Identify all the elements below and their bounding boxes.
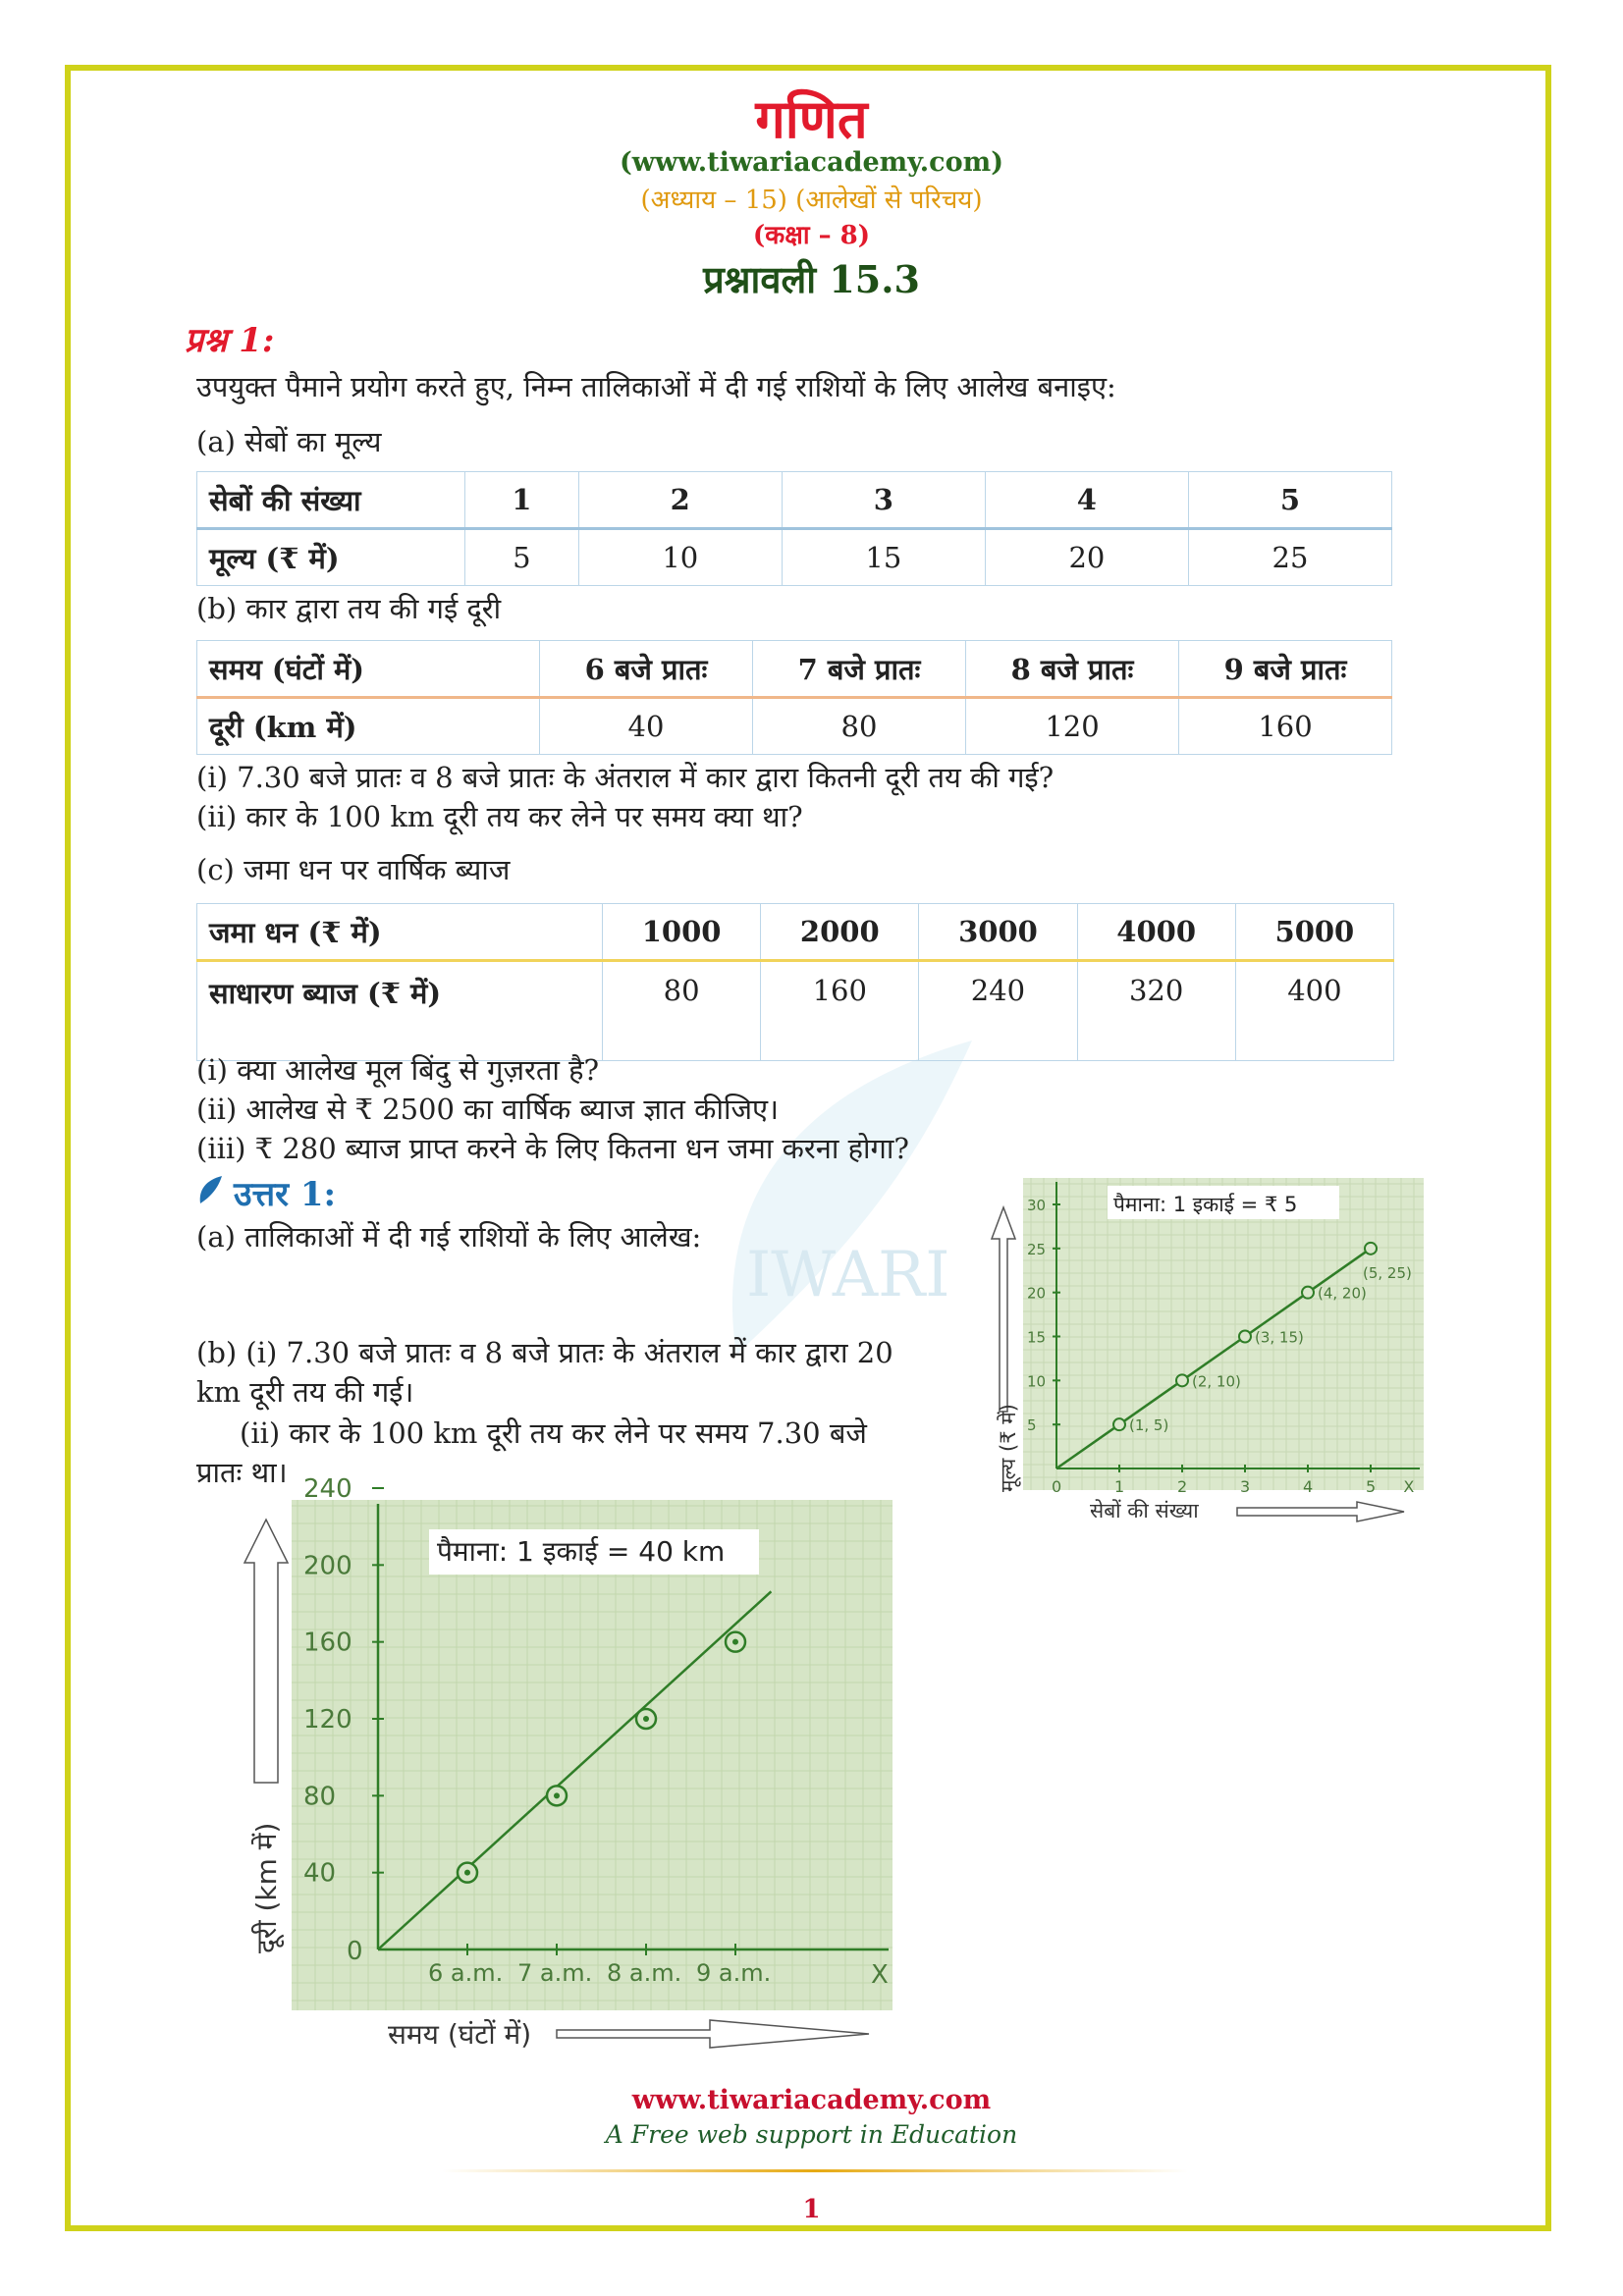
table-cell: 160 [761, 961, 919, 1061]
data-label: (5, 25) [1363, 1263, 1412, 1282]
y-axis-arrow-icon [992, 1207, 1015, 1412]
table-cell: साधारण ब्याज (₹ में) [197, 961, 603, 1061]
y-tick-label: 15 [1027, 1328, 1047, 1347]
answer-a: (a) तालिकाओं में दी गई राशियों के लिए आलेख: [196, 1220, 702, 1254]
table-cell: समय (घंटों में) [197, 641, 540, 698]
part-b-title: (b) कार द्वारा तय की गई दूरी [196, 592, 502, 625]
footer-site-link[interactable]: www.tiwariacademy.com [631, 2085, 992, 2115]
y-tick-label: 25 [1027, 1240, 1047, 1258]
y-tick-label: 80 [303, 1782, 337, 1812]
y-axis-arrow-icon [244, 1520, 288, 1783]
apple-price-graph [992, 1178, 1424, 1531]
site-url[interactable]: (www.tiwariacademy.com) [620, 147, 1003, 178]
data-point [1113, 1418, 1125, 1430]
data-label: (1, 5) [1129, 1416, 1169, 1435]
part-b-question-ii: (ii) कार के 100 km दूरी तय कर लेने पर समय क्या था? [196, 800, 803, 833]
graph-scale-label: पैमाना: 1 इकाई = 40 km [437, 1535, 726, 1568]
x-tick-label: 6 a.m. [428, 1959, 504, 1987]
table-cell: 320 [1077, 961, 1235, 1061]
table-cell: 160 [1179, 698, 1392, 755]
table-cell: 25 [1188, 529, 1391, 586]
y-tick-label: 30 [1027, 1197, 1047, 1214]
chapter-info: (अध्याय – 15) (आलेखों से परिचय) [640, 186, 983, 215]
table-cell: 400 [1235, 961, 1393, 1061]
y-tick-label: 5 [1027, 1416, 1037, 1435]
data-point [1176, 1374, 1188, 1386]
answer-b-ii-line1: (ii) कार के 100 km दूरी तय कर लेने पर समय 7.30 बजे [240, 1416, 867, 1450]
y-tick-label: 160 [303, 1628, 352, 1658]
class-info: (कक्षा – 8) [752, 221, 871, 250]
y-tick-label: 10 [1027, 1372, 1047, 1391]
graph-scale-label: पैमाना: 1 इकाई = ₹ 5 [1113, 1193, 1298, 1216]
table-cell: 4000 [1077, 904, 1235, 961]
x-axis-arrow-icon [557, 2020, 869, 2048]
x-tick-label: 8 a.m. [607, 1959, 682, 1987]
table-cell: 80 [603, 961, 761, 1061]
page-title: गणित [755, 87, 868, 150]
x-tick-label: 2 [1177, 1477, 1188, 1496]
y-tick-label: 40 [303, 1858, 337, 1889]
data-point-center [464, 1870, 470, 1876]
table-cell: 1 [465, 472, 579, 529]
table-cell: 3000 [919, 904, 1077, 961]
table-apples [196, 471, 1392, 586]
table-cell: 2 [578, 472, 782, 529]
graph-paper [1023, 1178, 1424, 1490]
table-cell: 40 [540, 698, 753, 755]
table-cell: 10 [578, 529, 782, 586]
answer-b-i-line2: km दूरी तय की गई। [196, 1375, 414, 1409]
table-cell: जमा धन (₹ में) [197, 904, 603, 961]
x-tick-label: 3 [1240, 1477, 1251, 1496]
x-tick-label: 5 [1366, 1477, 1377, 1496]
x-axis-label: सेबों की संख्या [1090, 1499, 1199, 1522]
watermark-text: IWARI [746, 1239, 950, 1311]
question-label: प्रश्न 1: [185, 321, 275, 360]
answer-b-i-line1: (b) (i) 7.30 बजे प्रातः व 8 बजे प्रातः के अंतराल में कार द्वारा 20 [196, 1336, 893, 1369]
footer-tagline: A Free web support in Education [605, 2120, 1018, 2149]
part-b-question-i: (i) 7.30 बजे प्रातः व 8 बजे प्रातः के अंतराल में कार द्वारा कितनी दूरी तय की गई? [196, 761, 1055, 794]
table-cell: 240 [919, 961, 1077, 1061]
x-tick-label: 9 a.m. [696, 1959, 772, 1987]
table-cell: सेबों की संख्या [197, 472, 465, 529]
x-tick-label: 1 [1114, 1477, 1125, 1496]
page-number: 1 [802, 2195, 821, 2224]
data-label: (4, 20) [1318, 1284, 1367, 1303]
table-cell: 1000 [603, 904, 761, 961]
table-cell: 80 [753, 698, 966, 755]
x-tick-label: X [1403, 1477, 1415, 1496]
x-tick-label: 7 a.m. [517, 1959, 593, 1987]
y-tick-label: 20 [1027, 1284, 1047, 1303]
table-cell: दूरी (km में) [197, 698, 540, 755]
table-cell: 9 बजे प्रातः [1179, 641, 1392, 698]
y-axis-label: दूरी (km में) [250, 1822, 283, 1953]
answer-b-ii-line2: प्रातः था। [196, 1456, 288, 1489]
table-cell: 20 [985, 529, 1188, 586]
y-tick-label: 240 [303, 1474, 352, 1504]
table-car-distance [196, 640, 1392, 755]
data-point-center [732, 1639, 738, 1645]
answer-leaf-icon [196, 1174, 226, 1207]
data-point-center [554, 1792, 560, 1798]
x-axis-label: समय (घंटों में) [388, 2018, 532, 2051]
table-cell: मूल्य (₹ में) [197, 529, 465, 586]
data-label: (3, 15) [1255, 1328, 1304, 1347]
x-tick-label: X [871, 1960, 889, 1990]
data-point-center [643, 1716, 649, 1722]
table-cell: 4 [985, 472, 1188, 529]
data-point [1239, 1331, 1251, 1343]
exercise-title: प्रश्नावली 15.3 [703, 257, 920, 301]
x-tick-label: 4 [1303, 1477, 1314, 1496]
table-cell: 2000 [761, 904, 919, 961]
footer-divider [442, 2169, 1188, 2172]
table-cell: 6 बजे प्रातः [540, 641, 753, 698]
x-axis-arrow-icon [1237, 1502, 1404, 1522]
table-cell: 3 [782, 472, 985, 529]
data-label: (2, 10) [1192, 1372, 1241, 1391]
data-point [1365, 1243, 1377, 1255]
y-axis-label: मूल्य (₹ में) [997, 1404, 1020, 1492]
answer-label: उत्तर 1: [234, 1175, 337, 1214]
y-tick-label: 120 [303, 1705, 352, 1735]
table-cell: 120 [966, 698, 1179, 755]
data-point [1302, 1287, 1314, 1299]
question-intro: उपयुक्त पैमाने प्रयोग करते हुए, निम्न तालिकाओं में दी गई राशियों के लिए आलेख बनाइए: [196, 370, 1116, 403]
table-cell: 5000 [1235, 904, 1393, 961]
part-c-question-iii: (iii) ₹ 280 ब्याज प्राप्त करने के लिए कितना धन जमा करना होगा? [196, 1132, 909, 1165]
car-distance-graph [241, 1474, 908, 2061]
part-c-question-i: (i) क्या आलेख मूल बिंदु से गुज़रता है? [196, 1053, 600, 1087]
x-tick-label: 0 [1052, 1477, 1062, 1496]
table-cell: 7 बजे प्रातः [753, 641, 966, 698]
table-cell: 15 [782, 529, 985, 586]
part-c-title: (c) जमा धन पर वार्षिक ब्याज [196, 853, 511, 886]
part-c-question-ii: (ii) आलेख से ₹ 2500 का वार्षिक ब्याज ज्ञात कीजिए। [196, 1093, 780, 1126]
y-tick-label: 200 [303, 1551, 352, 1581]
table-cell: 8 बजे प्रातः [966, 641, 1179, 698]
table-cell: 5 [465, 529, 579, 586]
table-interest [196, 903, 1394, 1061]
x-tick-label: 0 [347, 1937, 363, 1966]
part-a-title: (a) सेबों का मूल्य [196, 425, 382, 458]
table-cell: 5 [1188, 472, 1391, 529]
